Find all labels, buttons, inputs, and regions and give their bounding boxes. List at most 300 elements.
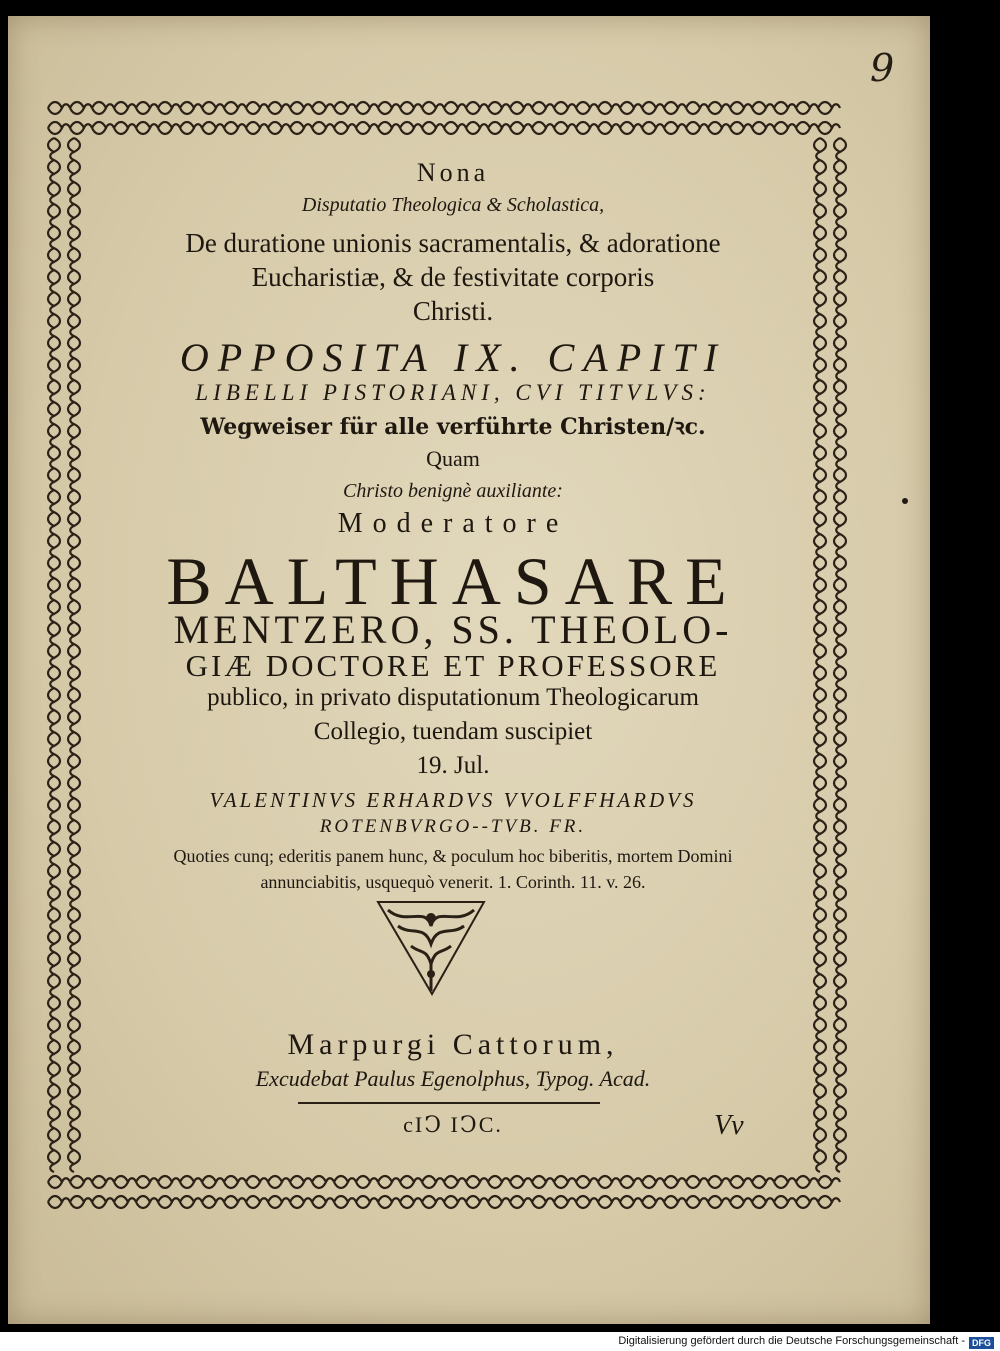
border-ornament-unit [48, 534, 60, 556]
border-ornament-unit [814, 798, 826, 820]
border-ornament-unit [686, 102, 708, 114]
footer-text: Digitalisierung gefördert durch die Deutsche Forschungsgemeinschaft - [618, 1335, 965, 1347]
border-ornament-unit [834, 160, 846, 182]
border-ornament-unit [814, 1106, 826, 1128]
border-ornament-unit [834, 1062, 846, 1084]
border-ornament-unit [68, 1084, 80, 1106]
border-ornament-unit [834, 446, 846, 468]
scripture-quote-2: annunciabitis, usquequò venerit. 1. Corinth. 11. v. 26. [260, 872, 646, 892]
border-ornament-unit [814, 270, 826, 292]
border-ornament-unit [834, 226, 846, 248]
border-ornament-unit [48, 1062, 60, 1084]
border-ornament-unit [708, 122, 730, 134]
border-ornament-unit [48, 1128, 60, 1150]
border-ornament-unit [246, 1196, 268, 1208]
border-ornament-unit [68, 446, 80, 468]
border-ornament-unit [48, 754, 60, 776]
border-ornament-unit [466, 1176, 488, 1188]
border-ornament-unit [48, 204, 60, 226]
border-ornament-unit [180, 1176, 202, 1188]
border-ornament-unit [554, 1196, 576, 1208]
border-ornament-unit [708, 1196, 730, 1208]
border-ornament-unit [620, 1196, 642, 1208]
border-ornament-unit [642, 1196, 664, 1208]
border-ornament-unit [312, 102, 334, 114]
heading-quam: Quam [426, 446, 480, 471]
border-ornament-unit [356, 102, 378, 114]
border-ornament-unit [814, 974, 826, 996]
border-ornament-unit [68, 204, 80, 226]
border-ornament-unit [68, 1150, 80, 1172]
border-ornament-unit [158, 122, 180, 134]
border-ornament-unit [834, 842, 846, 864]
scripture-quote-1: Quoties cunq; ederitis panem hunc, & poculum hoc biberitis, mortem Domini [173, 846, 733, 866]
border-ornament-unit [488, 102, 510, 114]
border-ornament-unit [620, 1176, 642, 1188]
heading-libelli: LIBELLI PISTORIANI, CVI TITVLVS: [195, 380, 711, 405]
border-ornament-unit [48, 798, 60, 820]
border-ornament-unit [48, 424, 60, 446]
respondent-origin: ROTENBVRGO--TVB. FR. [319, 816, 587, 837]
border-ornament-unit [620, 102, 642, 114]
border-ornament-unit [532, 1196, 554, 1208]
border-ornament-unit [68, 314, 80, 336]
border-ornament-unit [400, 1196, 422, 1208]
border-ornament-unit [290, 102, 312, 114]
border-ornament-unit [268, 122, 290, 134]
border-ornament-unit [70, 102, 92, 114]
heading-opposita: OPPOSITA IX. CAPITI [179, 335, 727, 380]
border-ornament-unit [180, 122, 202, 134]
border-ornament-unit [68, 380, 80, 402]
border-ornament-unit [70, 1176, 92, 1188]
border-ornament-unit [136, 1196, 158, 1208]
border-ornament-unit [814, 1018, 826, 1040]
border-ornament-unit [532, 1176, 554, 1188]
border-ornament-unit [834, 1040, 846, 1062]
imprint-year: cIↃ IↃC. [403, 1112, 503, 1137]
border-ornament-unit [444, 122, 466, 134]
border-ornament-unit [814, 908, 826, 930]
border-ornament-unit [510, 1176, 532, 1188]
border-ornament-unit [68, 710, 80, 732]
border-ornament-unit [466, 122, 488, 134]
border-ornament-unit [834, 270, 846, 292]
border-ornament-unit [334, 102, 356, 114]
border-ornament-unit [202, 122, 224, 134]
border-ornament-unit [48, 1040, 60, 1062]
border-ornament-unit [814, 204, 826, 226]
border-ornament-unit [664, 122, 686, 134]
border-ornament-unit [598, 122, 620, 134]
border-ornament-unit [48, 1106, 60, 1128]
catchword: Vv [714, 1110, 744, 1141]
border-ornament-unit [576, 1196, 598, 1208]
border-ornament-unit [814, 864, 826, 886]
border-ornament-unit [774, 102, 796, 114]
border-ornament-unit [158, 1176, 180, 1188]
imprint-place: Marpurgi Cattorum, [287, 1028, 619, 1061]
border-ornament-unit [834, 578, 846, 600]
border-ornament-unit [422, 1196, 444, 1208]
page-number: 9 [870, 46, 895, 90]
border-ornament-unit [180, 102, 202, 114]
heading-christi: Christi. [412, 296, 494, 326]
border-ornament-unit [48, 644, 60, 666]
border-ornament-unit [48, 358, 60, 380]
border-ornament-unit [642, 1176, 664, 1188]
border-ornament-unit [48, 666, 60, 688]
border-ornament-unit [834, 1084, 846, 1106]
border-ornament-unit [356, 1196, 378, 1208]
border-ornament-unit [312, 1196, 334, 1208]
border-ornament-unit [444, 1196, 466, 1208]
border-ornament-unit [814, 1150, 826, 1172]
border-ornament-unit [834, 754, 846, 776]
border-ornament-unit [814, 820, 826, 842]
border-ornament-unit [620, 122, 642, 134]
heading-doctore: GIÆ DOCTORE ET PROFESSORE [185, 648, 721, 683]
border-ornament-unit [510, 102, 532, 114]
border-ornament-unit [814, 292, 826, 314]
border-ornament-unit [834, 556, 846, 578]
fleuron-ornament [376, 896, 486, 996]
border-ornament-unit [814, 930, 826, 952]
border-ornament-unit [834, 1106, 846, 1128]
border-ornament-unit [68, 732, 80, 754]
border-ornament-unit [378, 102, 400, 114]
ink-spot [902, 498, 908, 504]
border-ornament-unit [532, 102, 554, 114]
border-ornament-unit [730, 1196, 752, 1208]
border-ornament-unit [814, 1062, 826, 1084]
dfg-logo-icon: DFG [969, 1337, 994, 1349]
border-ornament-unit [814, 314, 826, 336]
border-ornament-unit [814, 248, 826, 270]
border-ornament-unit [834, 886, 846, 908]
border-ornament-unit [224, 102, 246, 114]
border-ornament-unit [814, 424, 826, 446]
border-ornament-unit [246, 1176, 268, 1188]
border-ornament-unit [68, 226, 80, 248]
border-ornament-unit [114, 1196, 136, 1208]
border-ornament-unit [834, 666, 846, 688]
border-ornament-unit [814, 600, 826, 622]
border-ornament-unit [814, 688, 826, 710]
border-ornament-unit [48, 160, 60, 182]
border-ornament-unit [576, 102, 598, 114]
border-ornament-unit [510, 122, 532, 134]
border-ornament-unit [224, 1176, 246, 1188]
border-ornament-unit [814, 776, 826, 798]
border-ornament-unit [92, 122, 114, 134]
digitization-footer [0, 1332, 1000, 1351]
border-ornament-unit [834, 490, 846, 512]
border-ornament-unit [834, 1018, 846, 1040]
border-ornament-unit [48, 710, 60, 732]
border-ornament-unit [834, 468, 846, 490]
border-ornament-unit [834, 1150, 846, 1172]
imprint-printer: Excudebat Paulus Egenolphus, Typog. Acad. [255, 1066, 651, 1091]
border-ornament-unit [48, 182, 60, 204]
border-ornament-unit [48, 842, 60, 864]
border-ornament-unit [290, 122, 312, 134]
border-ornament-unit [68, 886, 80, 908]
border-ornament-unit [752, 1176, 774, 1188]
border-ornament-unit [818, 1176, 840, 1188]
border-ornament-unit [356, 1176, 378, 1188]
border-ornament-unit [48, 402, 60, 424]
border-ornament-unit [576, 122, 598, 134]
border-ornament-unit [834, 336, 846, 358]
border-ornament-unit [834, 996, 846, 1018]
border-ornament-unit [158, 102, 180, 114]
border-ornament-unit [752, 122, 774, 134]
border-ornament-unit [818, 1196, 840, 1208]
border-ornament-unit [834, 600, 846, 622]
book-page [8, 16, 930, 1324]
border-ornament-unit [312, 1176, 334, 1188]
border-ornament-unit [814, 512, 826, 534]
border-ornament-unit [488, 1176, 510, 1188]
border-ornament-unit [818, 122, 840, 134]
border-ornament-unit [576, 1176, 598, 1188]
border-ornament-unit [834, 798, 846, 820]
border-ornament-unit [48, 622, 60, 644]
border-ornament-unit [834, 776, 846, 798]
border-ornament-unit [68, 622, 80, 644]
border-ornament-unit [378, 1176, 400, 1188]
border-ornament-unit [814, 644, 826, 666]
border-ornament-unit [68, 468, 80, 490]
border-ornament-unit [834, 908, 846, 930]
border-ornament-unit [312, 122, 334, 134]
border-ornament-unit [400, 1176, 422, 1188]
border-ornament-unit [814, 446, 826, 468]
border-ornament-unit [48, 226, 60, 248]
border-ornament-unit [598, 1196, 620, 1208]
border-ornament-unit [834, 732, 846, 754]
border-ornament-unit [48, 336, 60, 358]
border-ornament-unit [68, 842, 80, 864]
border-ornament-unit [774, 122, 796, 134]
border-ornament-unit [48, 248, 60, 270]
border-ornament-unit [834, 1128, 846, 1150]
border-ornament-unit [268, 1196, 290, 1208]
border-ornament-unit [814, 182, 826, 204]
border-ornament-unit [114, 102, 136, 114]
border-ornament-unit [136, 102, 158, 114]
border-ornament-unit [68, 1106, 80, 1128]
heading-date: 19. Jul. [416, 752, 490, 779]
border-ornament-unit [68, 952, 80, 974]
heading-mentzero: MENTZERO, SS. THEOLO- [173, 607, 733, 652]
border-ornament-unit [48, 776, 60, 798]
border-ornament-unit [48, 578, 60, 600]
border-ornament-unit [202, 1196, 224, 1208]
border-ornament-unit [48, 556, 60, 578]
border-ornament-unit [730, 102, 752, 114]
border-ornament-unit [68, 1018, 80, 1040]
border-ornament-unit [686, 1196, 708, 1208]
border-ornament-unit [814, 886, 826, 908]
border-ornament-unit [834, 358, 846, 380]
border-ornament-unit [598, 102, 620, 114]
border-ornament-unit [224, 122, 246, 134]
border-ornament-unit [422, 122, 444, 134]
border-ornament-unit [114, 1176, 136, 1188]
border-ornament-unit [554, 1176, 576, 1188]
border-ornament-unit [48, 512, 60, 534]
border-ornament-unit [68, 248, 80, 270]
border-ornament-unit [554, 102, 576, 114]
border-ornament-unit [834, 710, 846, 732]
border-ornament-unit [642, 102, 664, 114]
border-ornament-unit [814, 710, 826, 732]
border-ornament-unit [466, 1196, 488, 1208]
border-ornament-unit [48, 600, 60, 622]
border-ornament-unit [268, 102, 290, 114]
border-ornament-unit [730, 122, 752, 134]
border-ornament-unit [814, 336, 826, 358]
border-ornament-unit [834, 182, 846, 204]
border-ornament-unit [834, 688, 846, 710]
border-ornament-unit [48, 122, 70, 134]
heading-balthasare: BALTHASARE [166, 543, 740, 619]
border-ornament-unit [114, 122, 136, 134]
border-ornament-unit [268, 1176, 290, 1188]
border-ornament-unit [664, 1196, 686, 1208]
border-ornament-unit [834, 534, 846, 556]
border-ornament-unit [68, 864, 80, 886]
border-ornament-unit [68, 776, 80, 798]
heading-publico: publico, in privato disputationum Theologicarum [207, 684, 699, 711]
border-ornament-unit [814, 534, 826, 556]
border-ornament-unit [488, 122, 510, 134]
border-ornament-unit [814, 622, 826, 644]
border-ornament-unit [834, 512, 846, 534]
border-ornament-unit [834, 138, 846, 160]
border-ornament-unit [68, 424, 80, 446]
border-ornament-unit [48, 1084, 60, 1106]
border-ornament-unit [68, 358, 80, 380]
border-ornament-unit [752, 1196, 774, 1208]
border-ornament-unit [68, 908, 80, 930]
border-ornament-unit [814, 138, 826, 160]
border-ornament-unit [68, 534, 80, 556]
border-ornament-unit [814, 842, 826, 864]
respondent-name: VALENTINVS ERHARDVS VVOLFFHARDVS [209, 788, 697, 812]
heading-wegweiser: Wegweiser für alle verführte Christen/ꝛc. [200, 414, 706, 440]
border-ornament-unit [48, 270, 60, 292]
border-ornament-unit [68, 336, 80, 358]
border-ornament-unit [834, 292, 846, 314]
border-ornament-unit [774, 1196, 796, 1208]
border-ornament-unit [48, 446, 60, 468]
border-ornament-unit [48, 1176, 70, 1188]
border-ornament-unit [136, 122, 158, 134]
border-ornament-unit [202, 102, 224, 114]
border-ornament-unit [68, 798, 80, 820]
border-ornament-unit [814, 732, 826, 754]
border-ornament-unit [68, 160, 80, 182]
border-ornament-unit [68, 402, 80, 424]
border-ornament-unit [180, 1196, 202, 1208]
border-ornament-unit [48, 138, 60, 160]
border-ornament-unit [202, 1176, 224, 1188]
border-ornament-unit [834, 204, 846, 226]
border-ornament-unit [814, 1084, 826, 1106]
border-ornament-unit [814, 490, 826, 512]
border-ornament-unit [68, 754, 80, 776]
border-ornament-unit [664, 1176, 686, 1188]
border-ornament-unit [68, 490, 80, 512]
border-ornament-unit [68, 1128, 80, 1150]
border-ornament-unit [68, 512, 80, 534]
border-ornament-unit [814, 226, 826, 248]
border-ornament-unit [92, 102, 114, 114]
border-ornament-unit [378, 122, 400, 134]
border-ornament-unit [814, 1128, 826, 1150]
border-ornament-unit [68, 820, 80, 842]
heading-collegio: Collegio, tuendam suscipiet [313, 718, 593, 745]
border-ornament-unit [68, 600, 80, 622]
border-ornament-unit [68, 974, 80, 996]
border-ornament-unit [814, 666, 826, 688]
border-ornament-unit [444, 102, 466, 114]
border-ornament-unit [774, 1176, 796, 1188]
border-ornament-unit [814, 160, 826, 182]
border-ornament-unit [334, 1176, 356, 1188]
border-ornament-unit [48, 102, 70, 114]
border-ornament-unit [48, 1196, 70, 1208]
heading-disputatio: Disputatio Theologica & Scholastica, [301, 194, 605, 216]
border-ornament-unit [752, 102, 774, 114]
heading-moderatore: Moderatore [337, 508, 569, 539]
border-ornament-unit [290, 1176, 312, 1188]
border-ornament-unit [48, 732, 60, 754]
border-ornament-unit [834, 930, 846, 952]
border-ornament-unit [290, 1196, 312, 1208]
border-ornament-unit [796, 102, 818, 114]
border-ornament-unit [686, 1176, 708, 1188]
border-ornament-unit [68, 996, 80, 1018]
border-ornament-unit [68, 1040, 80, 1062]
border-ornament-unit [796, 1176, 818, 1188]
border-ornament-unit [834, 380, 846, 402]
border-ornament-unit [68, 688, 80, 710]
border-ornament-unit [48, 908, 60, 930]
border-ornament-unit [814, 1040, 826, 1062]
border-ornament-unit [400, 122, 422, 134]
border-ornament-unit [92, 1196, 114, 1208]
border-ornament-unit [68, 666, 80, 688]
border-ornament-unit [814, 468, 826, 490]
border-ornament-unit [334, 122, 356, 134]
border-ornament-unit [48, 380, 60, 402]
border-ornament-unit [48, 820, 60, 842]
border-ornament-unit [818, 102, 840, 114]
border-ornament-unit [814, 402, 826, 424]
border-ornament-unit [834, 974, 846, 996]
border-ornament-unit [796, 122, 818, 134]
border-ornament-unit [356, 122, 378, 134]
border-ornament-unit [48, 864, 60, 886]
border-ornament-unit [598, 1176, 620, 1188]
border-ornament-unit [730, 1176, 752, 1188]
border-ornament-unit [246, 122, 268, 134]
border-ornament-unit [422, 102, 444, 114]
